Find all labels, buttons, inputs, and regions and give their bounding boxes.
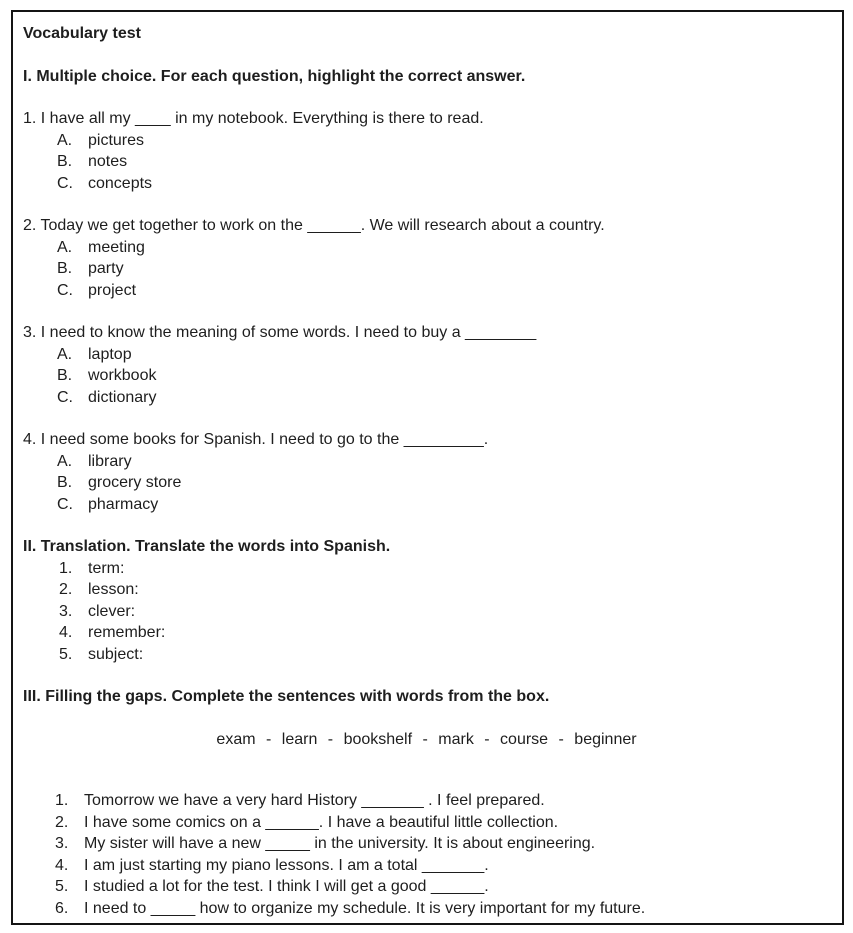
option-letter: B. bbox=[57, 474, 73, 491]
item-number: 1. bbox=[59, 559, 73, 577]
translation-item-3 bbox=[59, 601, 830, 623]
item-text: I am just starting my piano lessons. I am a total _______. bbox=[84, 856, 489, 874]
translation-item-5 bbox=[59, 644, 830, 666]
option-text: notes bbox=[88, 153, 128, 170]
item-number: 4. bbox=[55, 856, 69, 874]
item-text: Tomorrow we have a very hard History _______ . I feel prepared. bbox=[84, 792, 545, 809]
option-text: workbook bbox=[88, 367, 157, 384]
option-text: concepts bbox=[88, 174, 153, 192]
section-2-heading: II. Translation. Translate the words into Spanish. bbox=[23, 538, 391, 555]
translation-item-2 bbox=[59, 579, 830, 601]
answer-option-3c[interactable] bbox=[57, 387, 830, 409]
page-border-frame bbox=[11, 10, 844, 925]
question-prompt: 2. Today we get together to work on the ______. We will research about a country. bbox=[23, 217, 605, 234]
option-letter: A. bbox=[57, 345, 73, 363]
word-bank: exam - learn - bookshelf - mark - course - beginner bbox=[216, 730, 637, 748]
option-text: party bbox=[88, 260, 124, 277]
gap-fill-item-5 bbox=[55, 876, 830, 898]
gap-fill-item-3 bbox=[55, 833, 830, 855]
option-text: library bbox=[88, 452, 132, 470]
gap-fill-item-4 bbox=[55, 855, 830, 877]
item-text: My sister will have a new _____ in the university. It is about engineering. bbox=[84, 835, 596, 852]
section-1-heading: I. Multiple choice. For each question, highlight the correct answer. bbox=[23, 67, 526, 85]
answer-option-3a[interactable] bbox=[57, 344, 830, 366]
translation-item-1 bbox=[59, 558, 830, 580]
item-text: I need to _____ how to organize my schedule. It is very important for my future. bbox=[84, 899, 646, 917]
mc-question-3 bbox=[23, 322, 830, 408]
item-text: I have some comics on a ______. I have a beautiful little collection. bbox=[84, 813, 559, 831]
mc-question-2 bbox=[23, 215, 830, 301]
option-letter: B. bbox=[57, 260, 73, 277]
answer-option-2a[interactable] bbox=[57, 237, 830, 259]
option-text: meeting bbox=[88, 238, 145, 256]
question-prompt: 3. I need to know the meaning of some words. I need to buy a ________ bbox=[23, 324, 537, 341]
item-number: 5. bbox=[59, 645, 73, 663]
option-letter: C. bbox=[57, 388, 73, 406]
question-prompt: 4. I need some books for Spanish. I need to go to the _________. bbox=[23, 431, 489, 448]
option-letter: A. bbox=[57, 131, 73, 149]
item-text: lesson: bbox=[88, 581, 139, 598]
option-text: dictionary bbox=[88, 388, 157, 406]
item-text: remember: bbox=[88, 624, 166, 641]
section-3-heading: III. Filling the gaps. Complete the sentences with words from the box. bbox=[23, 688, 550, 705]
gap-fill-item-1 bbox=[55, 790, 830, 812]
option-letter: A. bbox=[57, 238, 73, 256]
option-text: project bbox=[88, 281, 137, 299]
item-text: I studied a lot for the test. I think I will get a good ______. bbox=[84, 878, 489, 895]
answer-option-1b[interactable] bbox=[57, 151, 830, 173]
option-text: laptop bbox=[88, 345, 132, 363]
item-number: 4. bbox=[59, 624, 73, 641]
option-letter: C. bbox=[57, 495, 73, 513]
item-number: 3. bbox=[59, 602, 73, 620]
option-text: grocery store bbox=[88, 474, 182, 491]
answer-option-4b[interactable] bbox=[57, 472, 830, 494]
answer-option-4a[interactable] bbox=[57, 451, 830, 473]
gap-fill-item-6 bbox=[55, 898, 830, 920]
option-letter: B. bbox=[57, 153, 73, 170]
page-title: Vocabulary test bbox=[23, 25, 141, 42]
question-prompt: 1. I have all my ____ in my notebook. Everything is there to read. bbox=[23, 110, 484, 127]
gap-fill-item-2 bbox=[55, 812, 830, 834]
option-letter: A. bbox=[57, 452, 73, 470]
item-number: 2. bbox=[55, 813, 69, 831]
answer-option-1c[interactable] bbox=[57, 173, 830, 195]
option-text: pictures bbox=[88, 131, 145, 149]
option-text: pharmacy bbox=[88, 495, 159, 513]
option-letter: C. bbox=[57, 281, 73, 299]
translation-list bbox=[23, 558, 830, 666]
option-letter: C. bbox=[57, 174, 73, 192]
mc-question-4 bbox=[23, 429, 830, 515]
item-number: 1. bbox=[55, 792, 69, 809]
item-number: 6. bbox=[55, 899, 69, 917]
item-number: 2. bbox=[59, 581, 73, 598]
item-text: subject: bbox=[88, 645, 144, 663]
answer-option-1a[interactable] bbox=[57, 130, 830, 152]
option-letter: B. bbox=[57, 367, 73, 384]
translation-item-4 bbox=[59, 622, 830, 644]
item-number: 3. bbox=[55, 835, 69, 852]
gap-fill-list bbox=[23, 790, 830, 919]
mc-question-1 bbox=[23, 108, 830, 194]
answer-option-3b[interactable] bbox=[57, 365, 830, 387]
item-text: clever: bbox=[88, 602, 136, 620]
answer-option-4c[interactable] bbox=[57, 494, 830, 516]
answer-option-2c[interactable] bbox=[57, 280, 830, 302]
item-text: term: bbox=[88, 559, 125, 577]
answer-option-2b[interactable] bbox=[57, 258, 830, 280]
item-number: 5. bbox=[55, 878, 69, 895]
